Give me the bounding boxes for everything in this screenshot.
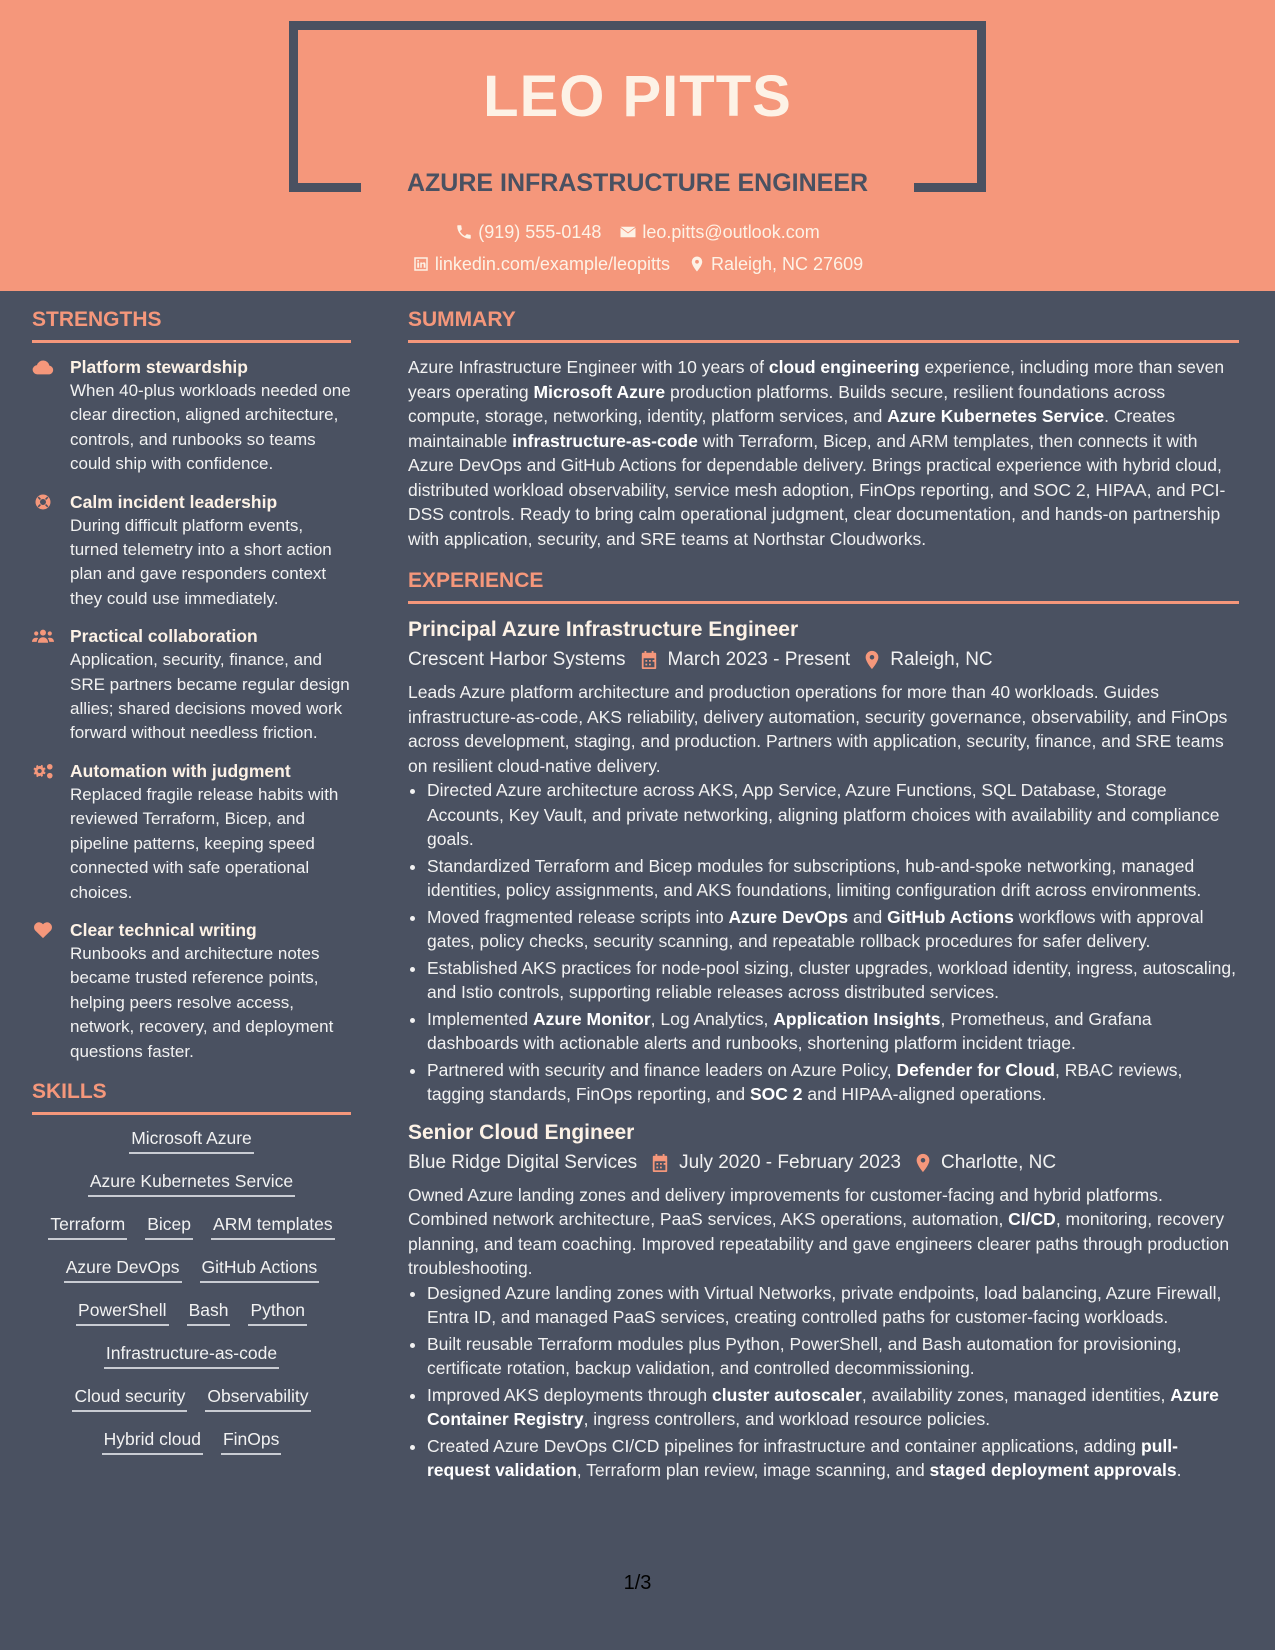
text-fragment: . Creates maintainable (408, 406, 1176, 451)
bold-text: pull-request validation (427, 1435, 1178, 1480)
job-title: Principal Azure Infrastructure Engineer (408, 618, 799, 641)
bold-text: Application Insights (773, 1008, 941, 1029)
location-contact (688, 252, 863, 276)
bold-text: cloud engineering (768, 357, 920, 377)
bullet-item (427, 1434, 1239, 1483)
linkedin-icon (412, 255, 430, 273)
calendar-icon (640, 650, 658, 670)
strength-item (32, 918, 351, 1064)
skill-tag: Python (248, 1299, 306, 1326)
job-entry (408, 616, 1239, 1107)
text-fragment: with Terraform, Bicep, and ARM templates, then connects it with Azure DevOps and GitHub Actions for dependable delivery. Brings practical experience with hybrid cloud, distributed workload observability, service mesh adoption, FinOps reporting, and SOC 2, HIPAA, and PCI-DSS controls. Ready to bring calm operational judgment, clear documentation, and hands-on partnership with application, security, and SRE teams at Northstar Cloudworks. (408, 430, 1226, 549)
users-icon (32, 627, 54, 645)
candidate-title: AZURE INFRASTRUCTURE ENGINEER (406, 169, 869, 197)
bold-text: staged deployment approvals (929, 1460, 1177, 1480)
skill-row (32, 1127, 351, 1154)
text-fragment: and HIPAA-aligned operations. (802, 1084, 1047, 1104)
gears-icon (32, 762, 54, 780)
text-fragment: Created Azure DevOps CI/CD pipelines for infrastructure and container applications, adding (427, 1435, 1141, 1456)
skill-row (32, 1299, 351, 1326)
linkedin-contact[interactable] (412, 252, 670, 276)
text-fragment: and (848, 906, 888, 927)
text-fragment: Directed Azure architecture across AKS, App Service, Azure Functions, SQL Database, Storage Accounts, Key Vault, and private networking, aligning platform choices with availability and compliance goals. (427, 780, 1220, 849)
contact-row-2 (0, 252, 1275, 276)
strengths-heading: STRENGTHS (32, 306, 351, 343)
company-name: Crescent Harbor Systems (408, 649, 626, 670)
strength-body: Application, security, finance, and SRE partners became regular design allies; shared decisions moved work forward without needless friction. (70, 650, 350, 743)
skill-tag: Hybrid cloud (102, 1428, 203, 1455)
heart-icon (32, 921, 54, 939)
bullet-item (427, 905, 1239, 954)
skill-tag: Bicep (145, 1213, 193, 1240)
experience-list (408, 616, 1239, 1483)
bold-text: Azure Monitor (533, 1008, 651, 1029)
header-frame-left (289, 21, 298, 192)
bold-text: SOC 2 (749, 1084, 803, 1104)
bold-text: infrastructure-as-code (512, 430, 698, 451)
text-fragment: . (1176, 1460, 1182, 1480)
experience-heading: EXPERIENCE (408, 567, 1239, 604)
candidate-name: LEO PITTS (483, 64, 792, 129)
text-fragment: , Prometheus, and Grafana dashboards with actionable alerts and runbooks, shortening platform incident triage. (427, 1008, 1152, 1053)
skills-heading: SKILLS (32, 1078, 351, 1115)
text-fragment: , monitoring, recovery planning, and team coaching. Improved repeatability and gave engineers clearer paths through production troubleshooting. (408, 1209, 1230, 1278)
strength-item (32, 490, 351, 612)
skills-list (32, 1127, 351, 1455)
text-fragment: , availability zones, managed identities, (861, 1384, 1171, 1405)
bold-text: Microsoft Azure (533, 381, 666, 402)
strength-item (32, 759, 351, 905)
text-fragment: Designed Azure landing zones with Virtual Networks, private endpoints, load balancing, Azure Firewall, Entra ID, and managed PaaS services, creating controlled paths for customer-facing workloads. (427, 1282, 1222, 1327)
bullet-item (427, 1007, 1239, 1056)
bullet-item (427, 854, 1239, 903)
skill-tag: PowerShell (76, 1299, 169, 1326)
job-description (408, 680, 1239, 778)
right-column (408, 306, 1239, 1495)
text-fragment: Azure Infrastructure Engineer with 10 years of (408, 357, 769, 377)
text-fragment: Moved fragmented release scripts into (427, 906, 729, 927)
cloud-icon (32, 358, 54, 376)
strength-title: Platform stewardship (70, 357, 248, 377)
skill-row (32, 1428, 351, 1455)
email-contact[interactable] (619, 220, 819, 244)
resume-header (0, 0, 1275, 291)
text-fragment: experience, including more than seven years operating (408, 357, 1225, 402)
text-fragment: , Terraform plan review, image scanning, and (576, 1460, 930, 1480)
bold-text: Azure Container Registry (427, 1384, 1219, 1429)
company-name: Blue Ridge Digital Services (408, 1151, 638, 1173)
job-dates: July 2020 - February 2023 (679, 1151, 901, 1173)
skill-tag: Observability (205, 1385, 310, 1412)
skill-tag: Terraform (48, 1213, 127, 1240)
life-ring-icon (32, 493, 54, 511)
text-fragment: Standardized Terraform and Bicep modules for subscriptions, hub-and-spoke networking, managed identities, policy assignments, and AKS foundations, limiting configuration drift across environments. (427, 855, 1202, 900)
strength-title: Calm incident leadership (70, 491, 278, 512)
bullet-item (427, 1332, 1239, 1381)
bold-text: cluster autoscaler (712, 1384, 862, 1405)
job-entry (408, 1119, 1239, 1483)
text-fragment: Partnered with security and finance leaders on Azure Policy, (427, 1059, 897, 1080)
skill-tag: ARM templates (211, 1213, 335, 1240)
bullet-item (427, 1281, 1239, 1330)
map-pin-icon (688, 255, 706, 273)
map-pin-icon (864, 650, 880, 670)
job-description (408, 1183, 1239, 1281)
text-fragment: , Log Analytics, (650, 1008, 774, 1029)
strength-item (32, 624, 351, 746)
page-number: 1/3 (623, 1572, 652, 1594)
phone-contact (455, 220, 601, 244)
bullet-item (427, 1383, 1239, 1432)
skill-row (32, 1342, 351, 1369)
strength-body: When 40-plus workloads needed one clear direction, aligned architecture, controls, and runbooks so teams could ship with confidence. (70, 381, 351, 474)
contact-row-1 (0, 220, 1275, 244)
text-fragment: , ingress controllers, and workload resource policies. (583, 1409, 991, 1429)
bullet-item (427, 1058, 1239, 1107)
job-dates: March 2023 - Present (667, 649, 851, 670)
strength-body: During difficult platform events, turned telemetry into a short action plan and gave responders context they could use immediately. (70, 515, 332, 608)
phone-icon (455, 223, 473, 241)
text-fragment: Established AKS practices for node-pool sizing, cluster upgrades, workload identity, ingress, autoscaling, and Istio controls, supporting reliable releases across distributed services. (427, 957, 1236, 1002)
email-text[interactable]: leo.pitts@outlook.com (642, 222, 820, 242)
text-fragment: , RBAC reviews, tagging standards, FinOps reporting, and (427, 1059, 1183, 1104)
skill-tag: Bash (187, 1299, 231, 1326)
skill-row (32, 1385, 351, 1412)
skill-tag: GitHub Actions (200, 1256, 320, 1283)
text-fragment: Implemented (427, 1008, 534, 1029)
skill-tag: Infrastructure-as-code (104, 1342, 279, 1369)
strength-title: Clear technical writing (70, 919, 257, 940)
strength-body: Runbooks and architecture notes became trusted reference points, helping peers resolve access, network, recovery, and deployment questions faster. (70, 943, 334, 1061)
summary-text (408, 355, 1239, 551)
bold-text: Azure Kubernetes Service (887, 406, 1105, 426)
skill-row (32, 1170, 351, 1197)
text-fragment: Improved AKS deployments through (427, 1384, 713, 1405)
text-fragment: workflows with approval gates, policy checks, security scanning, and repeatable rollback procedures for safer delivery. (427, 906, 1204, 951)
calendar-icon (651, 1153, 669, 1173)
skill-tag: Microsoft Azure (129, 1127, 254, 1154)
job-location: Raleigh, NC (890, 649, 993, 670)
header-frame-right (977, 21, 986, 192)
bold-text: GitHub Actions (887, 906, 1014, 927)
map-pin-icon (915, 1153, 931, 1173)
job-meta (408, 1149, 1239, 1177)
strength-body: Replaced fragile release habits with reviewed Terraform, Bicep, and pipeline patterns, keeping speed connected with safe operational choices. (70, 784, 339, 902)
strength-title: Practical collaboration (70, 626, 258, 647)
location-text: Raleigh, NC 27609 (711, 254, 864, 274)
strength-item (32, 355, 351, 477)
text-fragment: production platforms. Builds secure, resilient foundations across compute, storage, networking, identity, platform services, and (408, 381, 1166, 426)
header-frame-bottom-right (914, 183, 986, 192)
header-frame-top (289, 21, 986, 30)
job-bullets (408, 778, 1239, 1107)
text-fragment: Owned Azure landing zones and delivery improvements for customer-facing and hybrid platforms. Combined network architecture, PaaS services, AKS operations, automation, (408, 1184, 1163, 1229)
bold-text: CI/CD (1008, 1209, 1056, 1229)
skill-tag: FinOps (221, 1428, 281, 1455)
bold-text: Azure DevOps (728, 906, 849, 927)
summary-heading: SUMMARY (408, 306, 1239, 343)
text-fragment: Leads Azure platform architecture and production operations for more than 40 workloads. Guides infrastructure-as-code, AKS reliability, delivery automation, security governance, observability, and FinOps across development, staging, and production. Partners with application, security, finance, and SRE teams on resilient cloud-native delivery. (408, 682, 1228, 776)
header-frame-bottom-left (289, 183, 361, 192)
phone-text: (919) 555-0148 (478, 222, 602, 242)
bullet-item (427, 956, 1239, 1005)
text-fragment: Built reusable Terraform modules plus Python, PowerShell, and Bash automation for provisioning, certificate rotation, backup validation, and controlled decommissioning. (427, 1333, 1182, 1378)
job-title: Senior Cloud Engineer (408, 1120, 635, 1144)
job-meta (408, 646, 1239, 674)
bold-text: Defender for Cloud (896, 1059, 1055, 1080)
skill-tag: Azure Kubernetes Service (88, 1170, 295, 1197)
linkedin-text[interactable]: linkedin.com/example/leopitts (434, 254, 670, 274)
envelope-icon (619, 223, 637, 241)
job-bullets (408, 1281, 1239, 1483)
skill-tag: Cloud security (72, 1385, 187, 1412)
skill-row (32, 1256, 351, 1283)
skill-row (32, 1213, 351, 1240)
strength-title: Automation with judgment (70, 760, 291, 781)
left-column (32, 306, 351, 1471)
bullet-item (427, 778, 1239, 852)
job-location: Charlotte, NC (940, 1151, 1057, 1173)
skill-tag: Azure DevOps (64, 1256, 182, 1283)
